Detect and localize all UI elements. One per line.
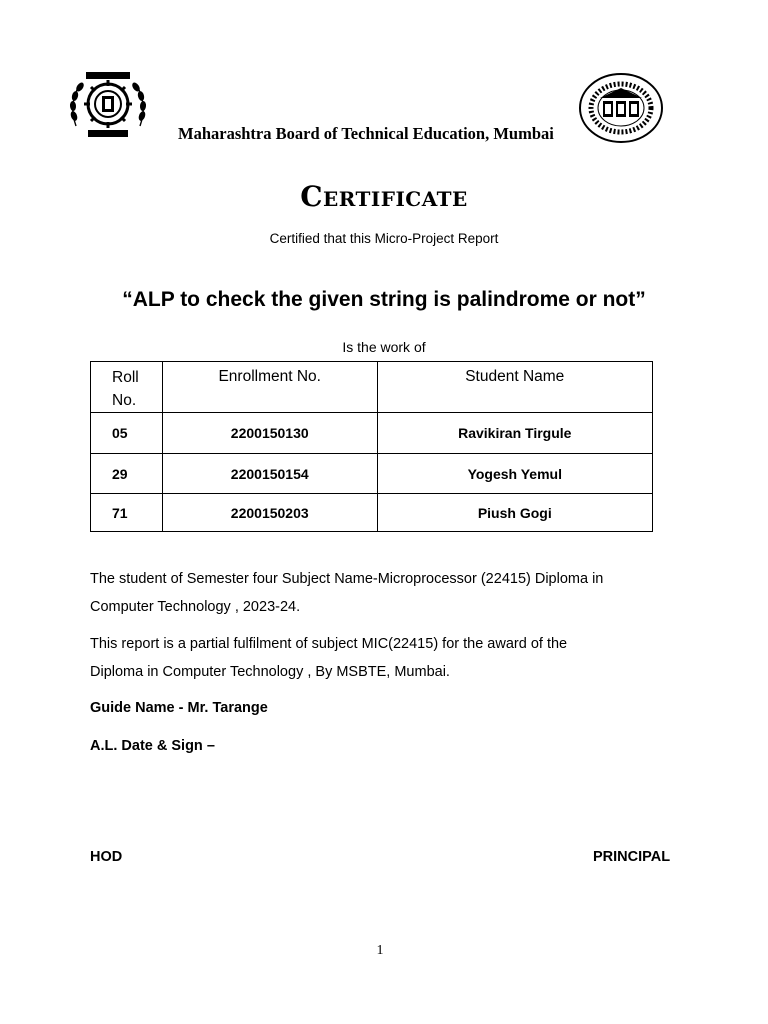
table-row [91, 413, 653, 454]
semester-paragraph [90, 566, 690, 621]
enrollment-cell: 2200150130 [162, 413, 377, 454]
enrollment-cell: 2200150154 [162, 454, 377, 494]
certificate-subtitle: Certified that this Micro-Project Report [269, 231, 499, 246]
work-of-label: Is the work of [342, 339, 426, 355]
table-header-row [91, 362, 653, 413]
fulfilment-line2: Diploma in Computer Technology , By MSBTE, Mumbai. [90, 663, 450, 680]
project-title: “ALP to check the given string is palindrome or not” [122, 288, 646, 311]
certificate-title: Certificate [300, 180, 468, 213]
fulfilment-paragraph [90, 631, 690, 686]
guide-name: Guide Name - Mr. Tarange [90, 700, 268, 716]
roll-header-line2: No. [112, 392, 137, 409]
semester-line1: The student of Semester four Subject Name-Microprocessor (22415) Diploma in [90, 571, 604, 587]
al-date-sign: A.L. Date & Sign – [90, 738, 215, 754]
fulfilment-line1: This report is a partial fulfilment of subject MIC(22415) for the award of the [90, 636, 568, 652]
student-name-cell: Ravikiran Tirgule [377, 413, 652, 454]
roll-no-header [91, 362, 163, 413]
principal-signature-label: PRINCIPAL [593, 849, 671, 865]
students-table [90, 361, 653, 532]
state-board-seal-logo [578, 72, 664, 144]
student-name-cell: Yogesh Yemul [377, 454, 652, 494]
table-row [91, 494, 653, 532]
roll-cell: 29 [91, 454, 163, 494]
enrollment-cell: 2200150203 [162, 494, 377, 532]
roll-cell: 71 [91, 494, 163, 532]
roll-cell: 05 [91, 413, 163, 454]
board-name: Maharashtra Board of Technical Education, Mumbai [178, 124, 554, 143]
table-row [91, 454, 653, 494]
enrollment-header: Enrollment No. [162, 362, 377, 413]
hod-signature-label: HOD [90, 849, 123, 865]
page-number: 1 [376, 943, 384, 958]
msbte-emblem-logo [64, 66, 152, 142]
student-name-header: Student Name [377, 362, 652, 413]
semester-line2: Computer Technology , 2023-24. [90, 598, 301, 615]
roll-header-line1: Roll [112, 369, 139, 386]
student-name-cell: Piush Gogi [377, 494, 652, 532]
